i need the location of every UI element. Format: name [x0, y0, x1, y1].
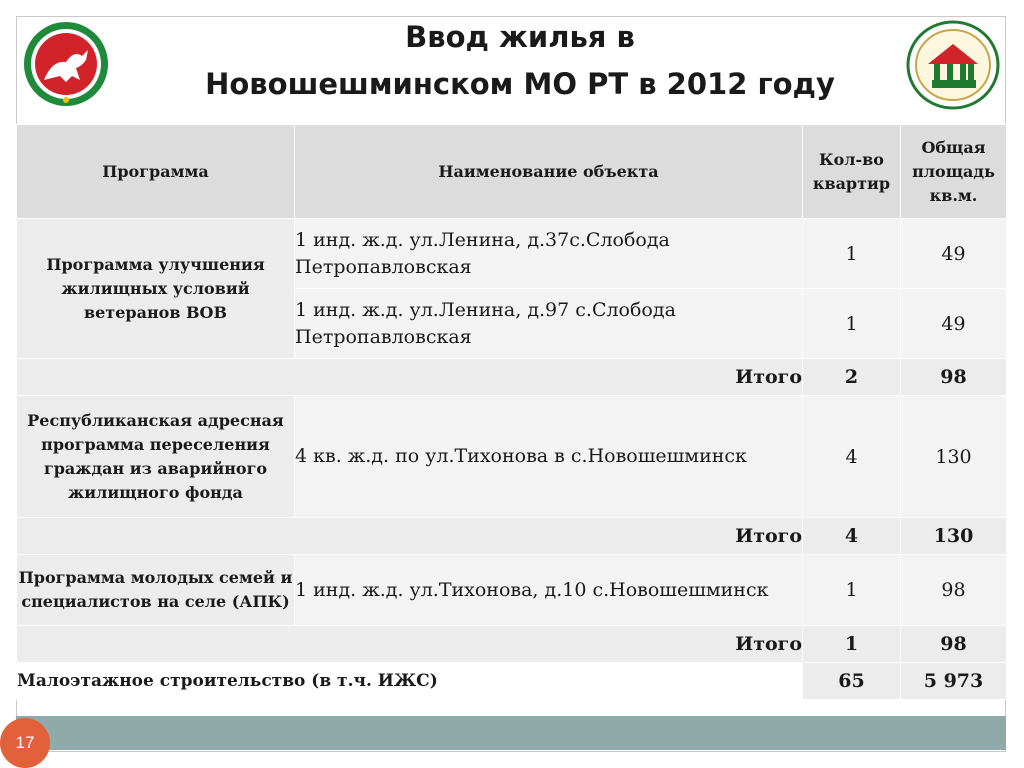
subtotal-apartments: 2	[803, 359, 901, 396]
tatarstan-emblem-icon	[22, 20, 110, 108]
object-cell: 4 кв. ж.д. по ул.Тихонова в с.Новошешминск	[295, 396, 803, 518]
subtotal-label: Итого	[17, 359, 803, 396]
housing-fund-logo-icon	[906, 20, 1000, 110]
total-row	[17, 663, 1007, 700]
area-cell: 49	[901, 219, 1007, 289]
header-apartments: Кол-во квартир	[803, 125, 901, 219]
area-cell: 49	[901, 289, 1007, 359]
footer-bar	[16, 716, 1006, 750]
subtotal-area: 98	[901, 359, 1007, 396]
table-row	[17, 396, 1007, 518]
program-cell: Программа улучшения жилищных условий ветеранов ВОВ	[17, 219, 295, 359]
apartments-cell: 1	[803, 555, 901, 626]
header-area: Общая площадь кв.м.	[901, 125, 1007, 219]
header-object: Наименование объекта	[295, 125, 803, 219]
total-label: Малоэтажное строительство (в т.ч. ИЖС)	[17, 663, 803, 700]
table-row	[17, 219, 1007, 289]
area-cell: 130	[901, 396, 1007, 518]
subtotal-label: Итого	[17, 626, 803, 663]
apartments-cell: 1	[803, 289, 901, 359]
subtotal-apartments: 1	[803, 626, 901, 663]
object-cell: 1 инд. ж.д. ул.Ленина, д.37с.Слобода Петропавловская	[295, 219, 803, 289]
subtotal-row	[17, 359, 1007, 396]
table-row	[17, 555, 1007, 626]
title-line-2: Новошешминском МО РТ в 2012 году	[205, 67, 835, 101]
subtotal-apartments: 4	[803, 518, 901, 555]
subtotal-area: 130	[901, 518, 1007, 555]
housing-table	[16, 124, 1007, 700]
subtotal-area: 98	[901, 626, 1007, 663]
subtotal-row	[17, 626, 1007, 663]
object-cell: 1 инд. ж.д. ул.Тихонова, д.10 с.Новошешминск	[295, 555, 803, 626]
apartments-cell: 4	[803, 396, 901, 518]
page-title	[130, 14, 910, 108]
program-cell: Программа молодых семей и специалистов на селе (АПК)	[17, 555, 295, 626]
total-area: 5 973	[901, 663, 1007, 700]
page-number-badge: 17	[0, 718, 50, 768]
object-cell: 1 инд. ж.д. ул.Ленина, д.97 с.Слобода Петропавловская	[295, 289, 803, 359]
header-program: Программа	[17, 125, 295, 219]
title-line-1: Ввод жилья в	[405, 20, 635, 54]
table-header-row	[17, 125, 1007, 219]
subtotal-row	[17, 518, 1007, 555]
subtotal-label: Итого	[17, 518, 803, 555]
total-apartments: 65	[803, 663, 901, 700]
program-cell: Республиканская адресная программа переселения граждан из аварийного жилищного фонда	[17, 396, 295, 518]
area-cell: 98	[901, 555, 1007, 626]
apartments-cell: 1	[803, 219, 901, 289]
